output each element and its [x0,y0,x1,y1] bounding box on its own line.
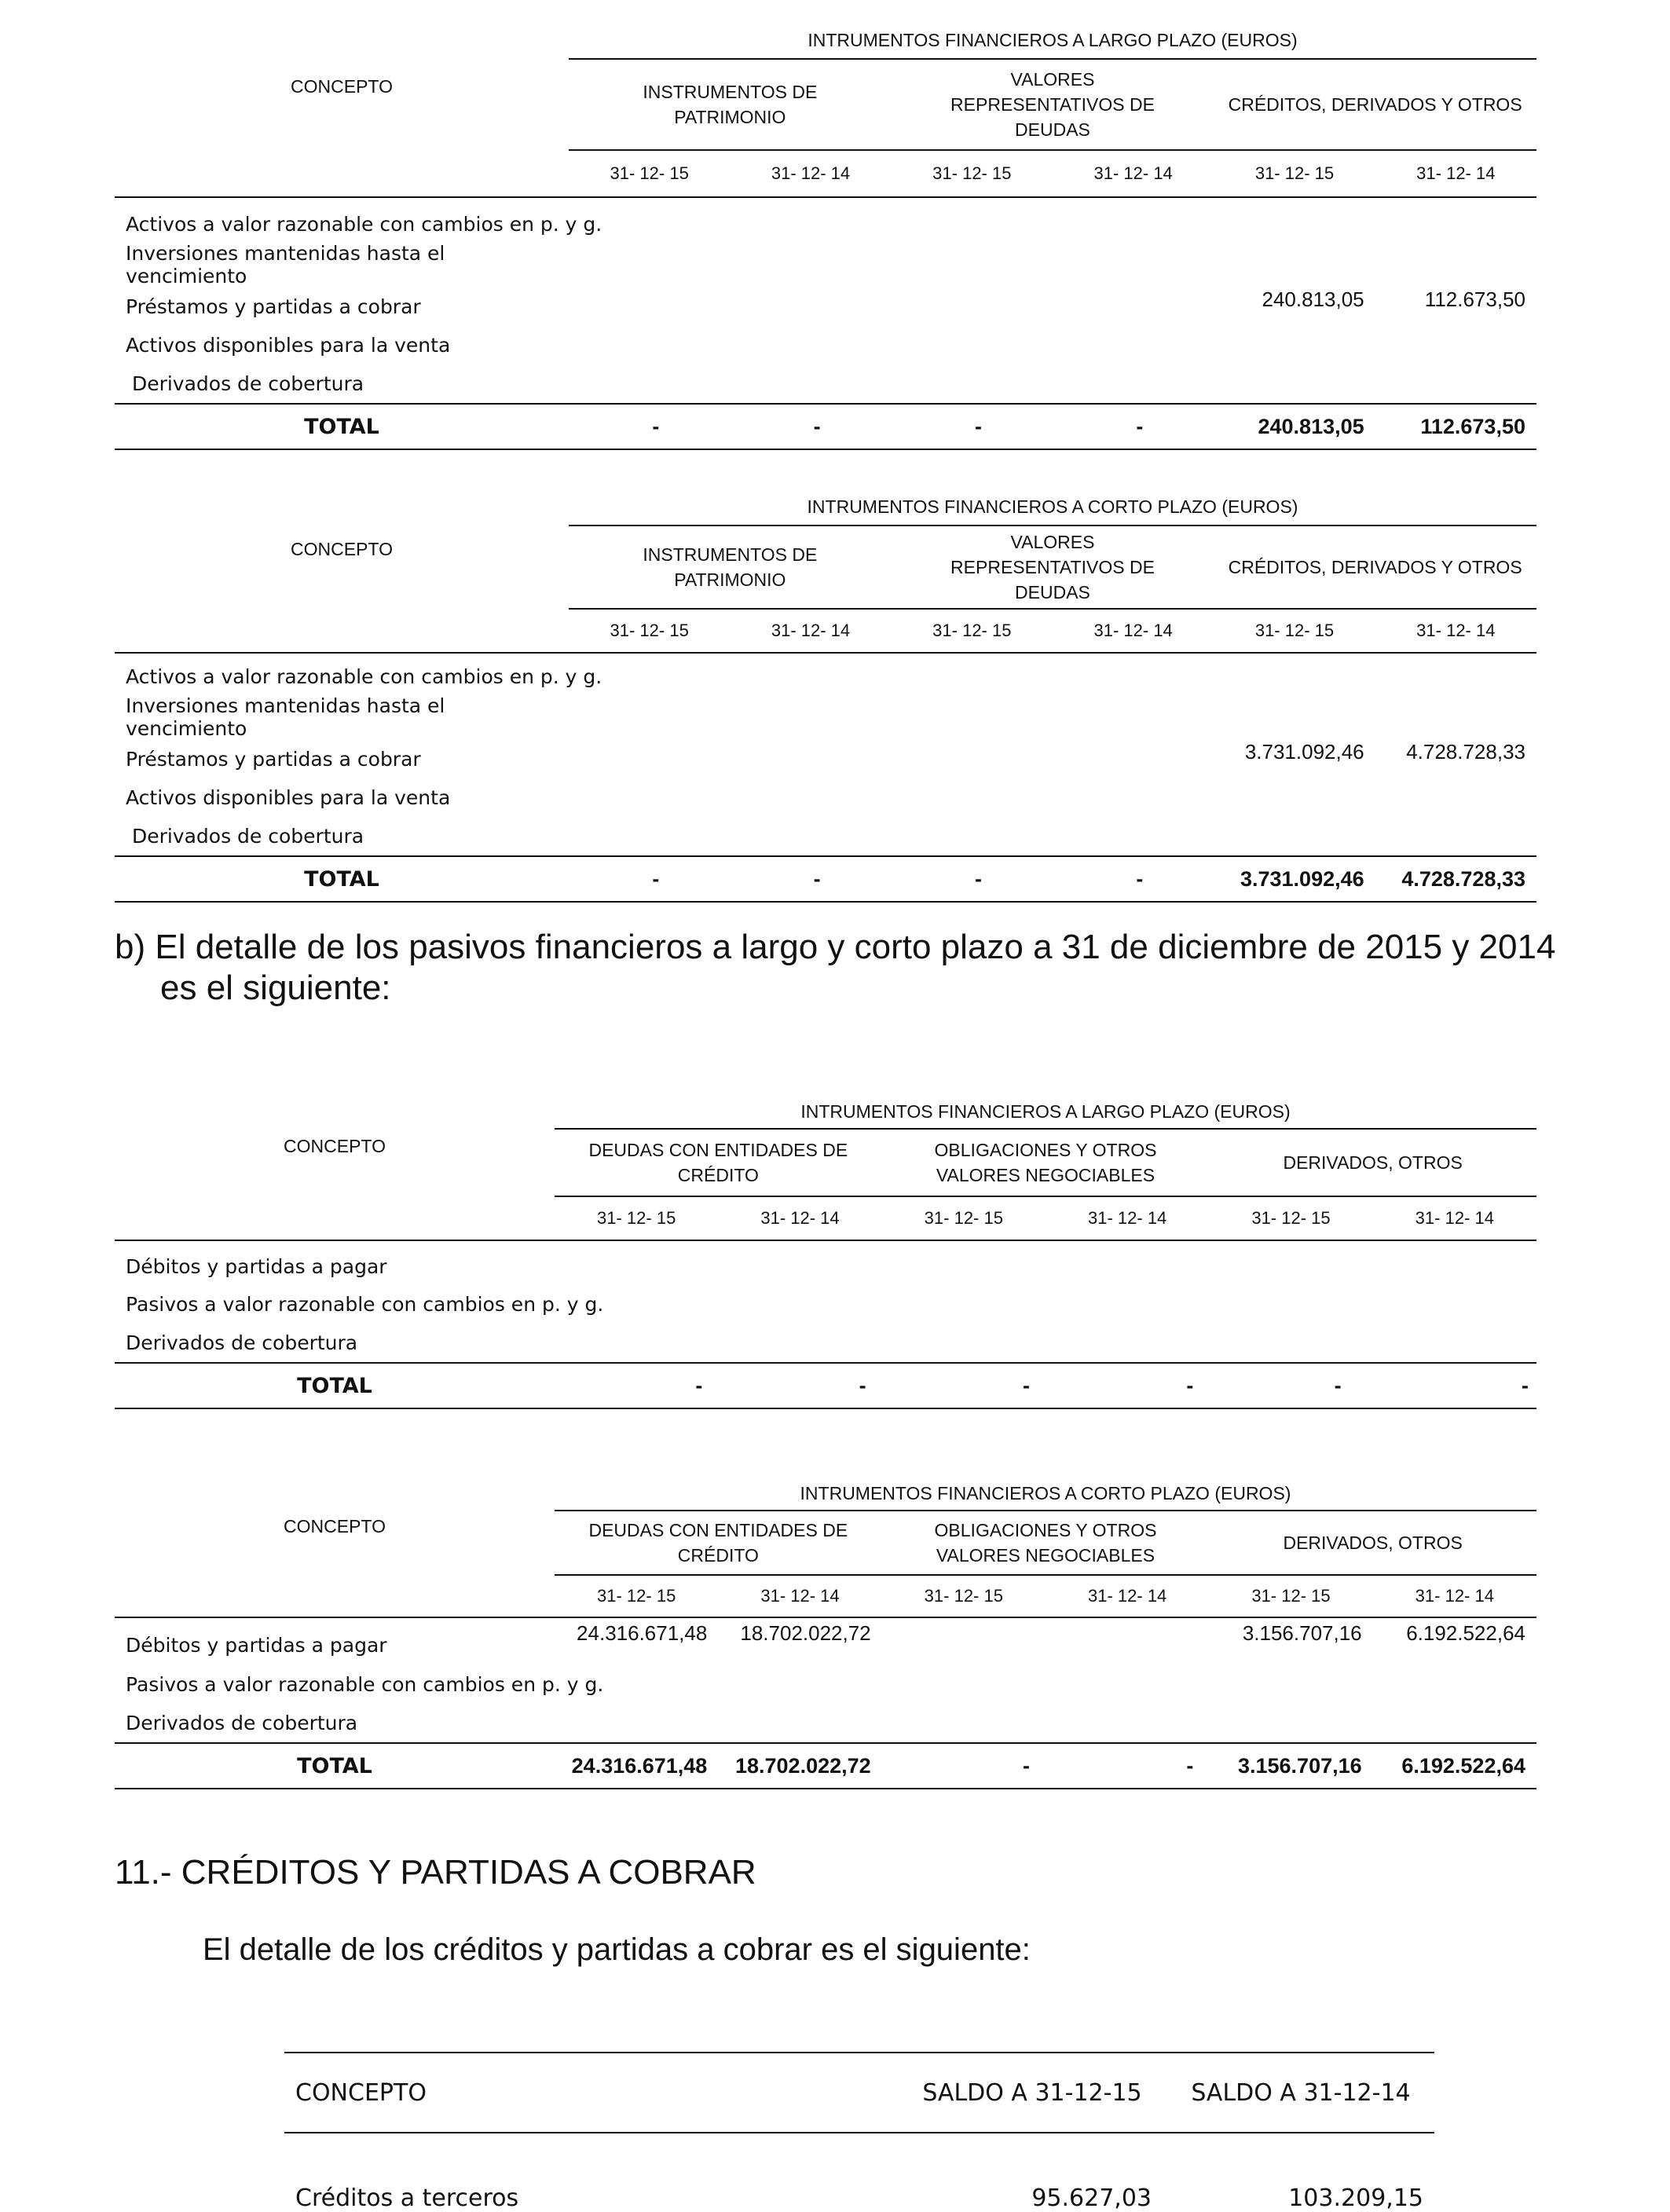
date-header: 31- 12- 15 [882,1575,1046,1617]
row-label: Débitos y partidas a pagar [115,1240,555,1285]
total-label: TOTAL [115,856,569,902]
super-header: INTRUMENTOS FINANCIEROS A CORTO PLAZO (EUROS) [807,496,1298,517]
date-header: 31- 12- 15 [555,1575,718,1617]
date-header: 31- 12- 15 [569,150,730,197]
credits-header-2014: SALDO A 31-12-14 [1167,2053,1434,2133]
super-header: INTRUMENTOS FINANCIEROS A CORTO PLAZO (EUROS) [800,1483,1291,1503]
date-header: 31- 12- 14 [1373,1196,1536,1240]
total-value: 112.673,50 [1375,404,1536,449]
date-header: 31- 12- 15 [1214,150,1375,197]
cell-value: 112.673,50 [1424,287,1525,311]
credits-header-2015: SALDO A 31-12-15 [897,2053,1167,2133]
total-value: - [892,856,1053,902]
group-header: DEUDAS CON ENTIDADES DE CRÉDITO [555,1129,882,1196]
row-label: Derivados de cobertura [126,1712,358,1734]
total-value: - [555,1363,718,1408]
concept-header: CONCEPTO [284,1135,386,1156]
cell-value [882,1617,1046,1665]
cell-value: 3.156.707,16 [1209,1617,1372,1665]
date-header: 31- 12- 15 [892,150,1053,197]
concept-header: CONCEPTO [291,538,393,559]
total-value: 18.702.022,72 [718,1743,881,1789]
row-label: Pasivos a valor razonable con cambios en p. y g. [126,1673,604,1696]
group-header: DERIVADOS, OTROS [1209,1511,1536,1575]
credits-table [284,2052,1434,2212]
date-header: 31- 12- 15 [1209,1575,1372,1617]
total-label: TOTAL [115,404,569,449]
liabilities-long-term-table [115,1095,1536,1409]
total-label: TOTAL [115,1363,555,1408]
assets-long-term-table [115,22,1536,450]
concept-header: CONCEPTO [291,75,393,97]
super-header: INTRUMENTOS FINANCIEROS A LARGO PLAZO (EUROS) [808,30,1298,50]
row-label: Activos disponibles para la venta [126,334,451,357]
section-11-intro: El detalle de los créditos y partidas a cobrar es el siguiente: [203,1932,1031,1967]
date-header: 31- 12- 15 [882,1196,1046,1240]
date-header: 31- 12- 14 [1053,609,1214,653]
date-header: 31- 12- 15 [1209,1196,1372,1240]
cell-value: 18.702.022,72 [718,1617,881,1665]
group-header: CRÉDITOS, DERIVADOS Y OTROS [1214,526,1536,609]
total-value: - [1046,1363,1209,1408]
cell-value: 6.192.522,64 [1373,1617,1536,1665]
group-header: DERIVADOS, OTROS [1209,1129,1536,1196]
date-header: 31- 12- 14 [1375,150,1536,197]
row-label: Derivados de cobertura [126,1331,358,1354]
total-value: 3.156.707,16 [1209,1743,1372,1789]
date-header: 31- 12- 14 [730,150,891,197]
total-value: - [730,856,891,902]
cell-value: 3.731.092,46 [1244,740,1364,764]
paragraph-b [115,927,1607,1009]
super-header: INTRUMENTOS FINANCIEROS A LARGO PLAZO (EUROS) [800,1101,1291,1122]
row-label: Inversiones mantenidas hasta el vencimiento [126,242,445,287]
row-label: Activos a valor razonable con cambios en p. y g. [115,653,569,694]
total-value: 240.813,05 [1214,404,1375,449]
date-header: 31- 12- 14 [718,1575,881,1617]
total-value: 4.728.728,33 [1375,856,1536,902]
date-header: 31- 12- 14 [1053,150,1214,197]
total-value: - [1373,1363,1536,1408]
row-label: Activos disponibles para la venta [126,786,451,809]
row-label: Derivados de cobertura [126,372,364,395]
assets-short-term-table [115,489,1536,903]
group-header: OBLIGACIONES Y OTROS VALORES NEGOCIABLES [882,1511,1210,1575]
credits-header-concept: CONCEPTO [284,2053,897,2133]
date-header: 31- 12- 15 [569,609,730,653]
total-value: - [569,856,730,902]
row-label: Activos a valor razonable con cambios en p. y g. [115,197,569,242]
row-label: Inversiones mantenidas hasta el vencimiento [126,694,445,740]
row-label: Pasivos a valor razonable con cambios en p. y g. [126,1293,604,1316]
total-value: - [1053,404,1214,449]
total-value: - [718,1363,881,1408]
group-header: VALORES REPRESENTATIVOS DE DEUDAS [892,59,1214,150]
date-header: 31- 12- 15 [1214,609,1375,653]
credits-value-2014: 103.209,15 [1288,2185,1423,2212]
paragraph-b-line2: es el siguiente: [160,969,391,1007]
liabilities-short-term-table [115,1477,1536,1789]
group-header: DEUDAS CON ENTIDADES DE CRÉDITO [555,1511,882,1575]
group-header: INSTRUMENTOS DE PATRIMONIO [569,59,892,150]
row-label: Derivados de cobertura [126,825,364,848]
concept-header: CONCEPTO [284,1515,386,1536]
cell-value: 240.813,05 [1262,287,1364,311]
total-value: - [882,1363,1046,1408]
group-header: CRÉDITOS, DERIVADOS Y OTROS [1214,59,1536,150]
total-value: - [1046,1743,1209,1789]
date-header: 31- 12- 14 [718,1196,881,1240]
row-label: Préstamos y partidas a cobrar [126,295,421,318]
total-value: 3.731.092,46 [1214,856,1375,902]
group-header: VALORES REPRESENTATIVOS DE DEUDAS [892,526,1214,609]
total-label: TOTAL [115,1743,555,1789]
date-header: 31- 12- 15 [555,1196,718,1240]
credits-value-2015: 95.627,03 [1031,2185,1152,2212]
total-value: 24.316.671,48 [555,1743,718,1789]
cell-value [1046,1617,1209,1665]
group-header: OBLIGACIONES Y OTROS VALORES NEGOCIABLES [882,1129,1210,1196]
credits-row-label: Créditos a terceros [295,2185,519,2212]
paragraph-b-line1: b) El detalle de los pasivos financieros a largo y corto plazo a 31 de diciembre de 2015 y 2014 [115,928,1556,966]
total-value: - [569,404,730,449]
section-11-heading: 11.- CRÉDITOS Y PARTIDAS A COBRAR [115,1853,756,1892]
total-value: - [1053,856,1214,902]
total-value: - [730,404,891,449]
total-value: - [892,404,1053,449]
date-header: 31- 12- 15 [892,609,1053,653]
row-label: Débitos y partidas a pagar [115,1617,555,1665]
total-value: - [882,1743,1046,1789]
date-header: 31- 12- 14 [1373,1575,1536,1617]
total-value: 6.192.522,64 [1373,1743,1536,1789]
date-header: 31- 12- 14 [1375,609,1536,653]
date-header: 31- 12- 14 [730,609,891,653]
group-header: INSTRUMENTOS DE PATRIMONIO [569,526,892,609]
date-header: 31- 12- 14 [1046,1575,1209,1617]
cell-value: 24.316.671,48 [555,1617,718,1665]
total-value: - [1209,1363,1372,1408]
date-header: 31- 12- 14 [1046,1196,1209,1240]
cell-value: 4.728.728,33 [1406,740,1525,764]
row-label: Préstamos y partidas a cobrar [126,748,421,771]
